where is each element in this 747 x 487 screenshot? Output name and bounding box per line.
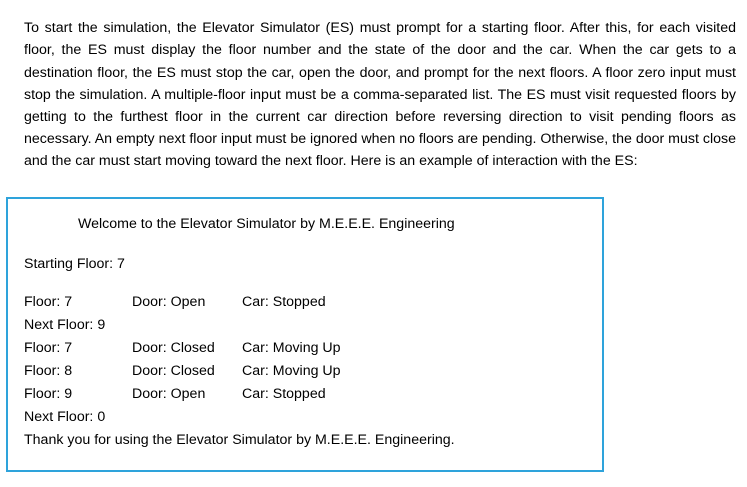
floor-cell: Floor: 7: [24, 340, 73, 356]
door-cell: Door: Closed: [132, 363, 215, 379]
car-cell: Car: Stopped: [242, 294, 326, 310]
car-cell: Car: Moving Up: [242, 363, 341, 379]
thanks-line: Thank you for using the Elevator Simulator by M.E.E.E. Engineering.: [24, 432, 455, 448]
floor-cell: Floor: 7: [24, 294, 73, 310]
intro-paragraph: To start the simulation, the Elevator Simulator (ES) must prompt for a starting floor. After this, for each visited floor, the ES must display the floor number and the state of the door and the car. When the car gets to a destination floor, the ES must stop the car, open the door, and prompt for the next floors. A floor zero input must stop the simulation. A multiple-floor input must be a comma-separated list. The ES must visit requested floors by getting to the furthest floor in the current car direction before reversing direction to visit pending floors as necessary. An empty next floor input must be ignored when no floors are pending. Otherwise, the door must close and the car must start moving toward the next floor. Here is an example of interaction with the ES:: [24, 20, 736, 170]
example-interaction-box: [6, 197, 604, 472]
starting-floor-line: Starting Floor: 7: [24, 256, 125, 272]
door-cell: Door: Open: [132, 386, 206, 402]
next-floor-line: Next Floor: 0: [24, 409, 106, 425]
car-cell: Car: Moving Up: [242, 340, 341, 356]
welcome-line: Welcome to the Elevator Simulator by M.E.E.E. Engineering: [78, 216, 455, 232]
car-cell: Car: Stopped: [242, 386, 326, 402]
door-cell: Door: Open: [132, 294, 206, 310]
door-cell: Door: Closed: [132, 340, 215, 356]
floor-cell: Floor: 9: [24, 386, 73, 402]
floor-cell: Floor: 8: [24, 363, 73, 379]
next-floor-line: Next Floor: 9: [24, 317, 106, 333]
